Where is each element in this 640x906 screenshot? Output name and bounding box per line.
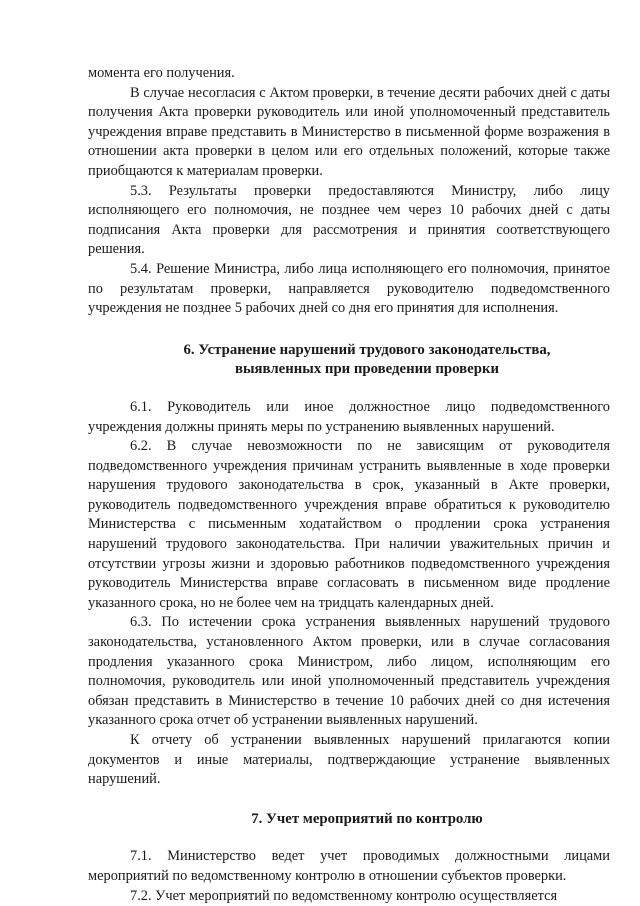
- section-6-title-line2: выявленных при проведении проверки: [235, 361, 499, 378]
- paragraph-5-4: 5.4. Решение Министра, либо лица исполняющего его полномочия, принятое по результатам проверки, направляется руководителю подведомственного учреждения не позднее 5 рабочих дней со дня его принятия для исполнения.: [88, 260, 610, 317]
- paragraph-report-attachments: К отчету об устранении выявленных нарушений прилагаются копии документов и иные материалы, подтверждающие устранение выявленных нарушений.: [88, 732, 610, 788]
- paragraph-6-2: 6.2. В случае невозможности по не зависящим от руководителя подведомственного учреждения причинам устранить выявленные в ходе проверки нарушения трудового законодательства в срок, указанный в Акте проверки, руководитель подведомственного учреждения вправе обратиться к руководителю Министерства с письменным ходатайством о продлении срока устранения нарушений трудового законодательства. При наличии уважительных причин и отсутствии угрозы жизни и здоровью работников подведомственного учреждения руководитель Министерства вправе согласовать в письменном виде продление указанного срока, но не более чем на тридцать календарных дней.: [88, 438, 610, 611]
- section-6-heading: [88, 341, 610, 380]
- section-7-heading: 7. Учет мероприятий по контролю: [251, 810, 483, 827]
- paragraph-5-3: 5.3. Результаты проверки предоставляются Министру, либо лицу исполняющего его полномочия, не позднее чем через 10 рабочих дней с даты подписания Акта проверки для рассмотрения и принятия соответствующего решения.: [88, 182, 610, 258]
- paragraph-6-3: 6.3. По истечении срока устранения выявленных нарушений трудового законодательства, установленного Актом проверки, или в случае согласования продления указанного срока Министром, либо лицом, исполняющим его полномочия, руководитель или иной уполномоченный представитель учреждения обязан представить в Министерство в течение 10 рабочих дней со дня истечения указанного срока отчет об устранении выявленных нарушений.: [88, 614, 610, 729]
- section-6-title-line1: 6. Устранение нарушений трудового законодательства,: [183, 341, 551, 358]
- paragraph-objection: В случае несогласия с Актом проверки, в течение десяти рабочих дней с даты получения Акта проверки руководитель или иной уполномоченный представитель учреждения вправе представить в Министерство в письменной форме возражения в отношении акта проверки в целом или его отдельных положений, которые также приобщаются к материалам проверки.: [88, 84, 610, 179]
- paragraph-6-1: 6.1. Руководитель или иное должностное лицо подведомственного учреждения должны принять меры по устранению выявленных нарушений.: [88, 398, 610, 435]
- paragraph-7-1: 7.1. Министерство ведет учет проводимых должностными лицами мероприятий по ведомственному контролю в отношении субъектов проверки.: [88, 848, 610, 884]
- paragraph-7-2: 7.2. Учет мероприятий по ведомственному контролю осуществляется: [130, 887, 558, 904]
- paragraph-continuation: момента его получения.: [88, 65, 235, 81]
